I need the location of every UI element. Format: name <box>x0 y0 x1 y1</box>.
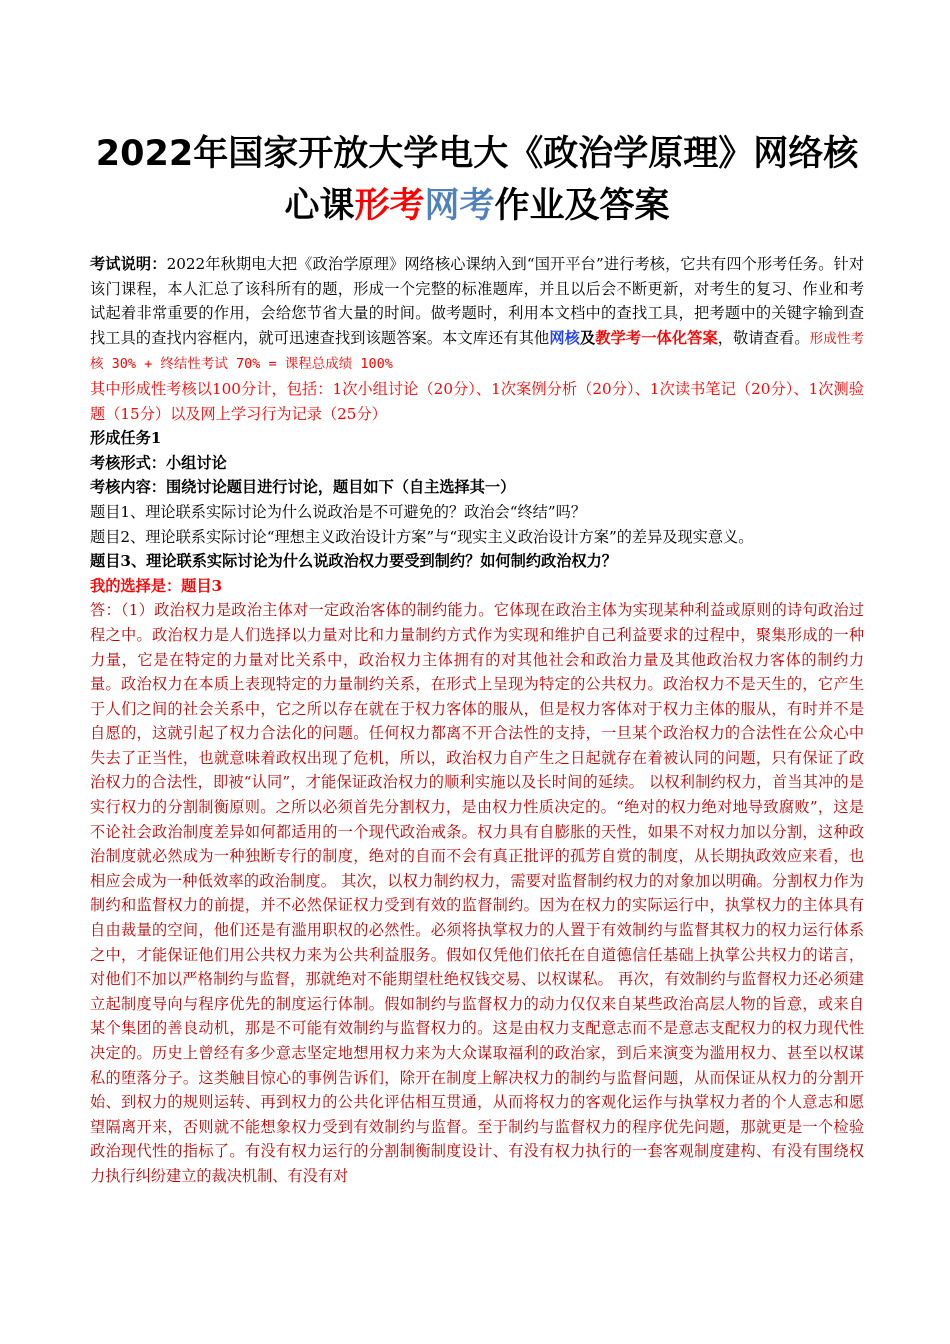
title-line-1: 2022年国家开放大学电大《政治学原理》网络核 <box>95 134 859 174</box>
score-formula: 形成性考核 30% + 终结性考试 70% = 课程总成绩 100% <box>90 330 865 373</box>
link-wanghe[interactable]: 网核 <box>549 328 580 347</box>
title-blue-part: 网考 <box>424 186 495 226</box>
title-red-part: 形考 <box>354 186 425 226</box>
my-choice: 我的选择是：题目3 <box>90 576 223 595</box>
intro-label: 考试说明： <box>90 255 167 273</box>
intro-and: 及 <box>579 328 596 347</box>
title-line-2 <box>90 180 864 232</box>
title-part-b: 作业及答案 <box>494 186 670 226</box>
question-1: 题目1、理论联系实际讨论为什么说政治是不可避免的？政治会“终结”吗？ <box>90 502 587 521</box>
question-3: 题目3、理论联系实际讨论为什么说政治权力要受到制约？如何制约政治权力？ <box>90 552 617 571</box>
task-heading: 形成任务1 <box>90 429 162 448</box>
intro-text: 2022年秋期电大把《政治学原理》网络核心课纳入到“国开平台”进行考核，它共有四个形考任务。针对该门课程，本人汇总了该科所有的题，形成一个完整的标准题库，并且以后会不断更新，对考生的复习、作业和考试起着非常重要的作用，会给您节省大量的时间。做考题时，利用本文档中的查找工具，把考题中的关键字输到查找工具的查找内容框内，就可迅速查找到该题答案。本文库还有其他 <box>90 255 865 347</box>
document-title <box>90 128 864 232</box>
intro-paragraph <box>90 252 864 377</box>
link-jiaoxuekao[interactable]: 教学考一体化答案 <box>595 328 718 347</box>
answer-text: 答：（1）政治权力是政治主体对一定政治客体的制约能力。它体现在政治主体为实现某种利益或原则的诗句政治过程之中。政治权力是人们选择以力量对比和力量制约方式作为实现和维护自己利益要求的过程中，聚集形成的一种力量，它是在特定的力量对比关系中，政治权力主体拥有的对其他社会和政治力量及其他政治权力客体的制约力量。政治权力在本质上表现特定的力量制约关系，在形式上呈现为特定的公共权力。政治权力不是天生的，它产生于人们之间的社会关系中，它之所以存在就在于权力客体的服从，但是权力客体对于权力主体的服从，有时并不是自愿的，这就引起了权力合法化的问题。任何权力都离不开合法性的支持，一旦某个政治权力的合法性在公众心中失去了正当性，也就意味着政权出现了危机，所以，政治权力自产生之日起就存在着被认同的问题，只有保证了政治权力的合法性，即被“认同”，才能保证政治权力的顺利实施以及长时间的延续。 以权利制约权力，首当其冲的是实行权力的分割制衡原则。之所以必须首先分割权力，是由权力性质决定的。“绝对的权力绝对地导致腐败”，这是不论社会政治制度差异如何都适用的一个现代政治戒条。权力具有自膨胀的天性，如果不对权力加以分割，这种政治制度就必然成为一种独断专行的制度，绝对的自而不会有真正批评的孤芳自赏的制度，从长期执政效应来看，也相应会成为一种低效率的政治制度。 其次，以权力制约权力，需要对监督制约权力的对象加以明确。分割权力作为制约和监督权力的前提，并不必然保证权力受到有效的监督制约。因为在权力的实际运行中，执掌权力的主体具有自由裁量的空间，他们还是有滥用职权的必然性。必须将执掌权力的人置于有效制约与监督其权力的权力运行体系之中，才能保证他们用公共权力来为公共利益服务。假如仅凭他们依托在自道德信任基础上执掌公共权力的诺言，对他们不加以严格制约与监督，那就绝对不能期望杜绝权钱交易、以权谋私。 再次，有效制约与监督权力还必须建立起制度导向与程序优先的制度运行体制。假如制约与监督权力的动力仅仅来自某些政治高层人物的旨意，或来自某个集团的善良动机，那是不可能有效制约与监督权力的。这是由权力支配意志而不是意志支配权力的权力现代性决定的。历史上曾经有多少意志坚定地想用权力来为大众谋取福利的政治家，到后来演变为滥用权力、甚至以权谋私的堕落分子。这类触目惊心的事例告诉们，除开在制度上解决权力的制约与监督问题，从而保证从权力的分割开始、到权力的规则运转、再到权力的公共化评估相互贯通，从而将权力的客观化运作与执掌权力者的个人意志和愿望隔离开来，否则就不能想象权力受到有效制约与监督。至于制约与监督权力的程序优先问题，那就更是一个检验政治现代性的指标了。有没有权力运行的分割制衡制度设计、有没有权力执行的一套客观制度建构、有没有围绕权力执行纠纷建立的裁决机制、有没有对 <box>90 601 864 1185</box>
task-form: 考核形式：小组讨论 <box>90 453 227 472</box>
document-page <box>90 0 864 1189</box>
question-2: 题目2、理论联系实际讨论“理想主义政治设计方案”与“现实主义政治设计方案”的差异及现实意义。 <box>90 527 754 546</box>
task-content: 考核内容：围绕讨论题目进行讨论，题目如下（自主选择其一） <box>90 478 516 497</box>
score-detail: 其中形成性考核以100分计，包括：1次小组讨论（20分）、1次案例分析（20分）、1次读书笔记（20分）、1次测验题（15分）以及网上学习行为记录（25分） <box>90 379 864 423</box>
title-part-a: 心课 <box>284 186 355 226</box>
intro-tail: ，敬请查看。 <box>717 328 810 347</box>
document-body <box>90 252 864 1189</box>
